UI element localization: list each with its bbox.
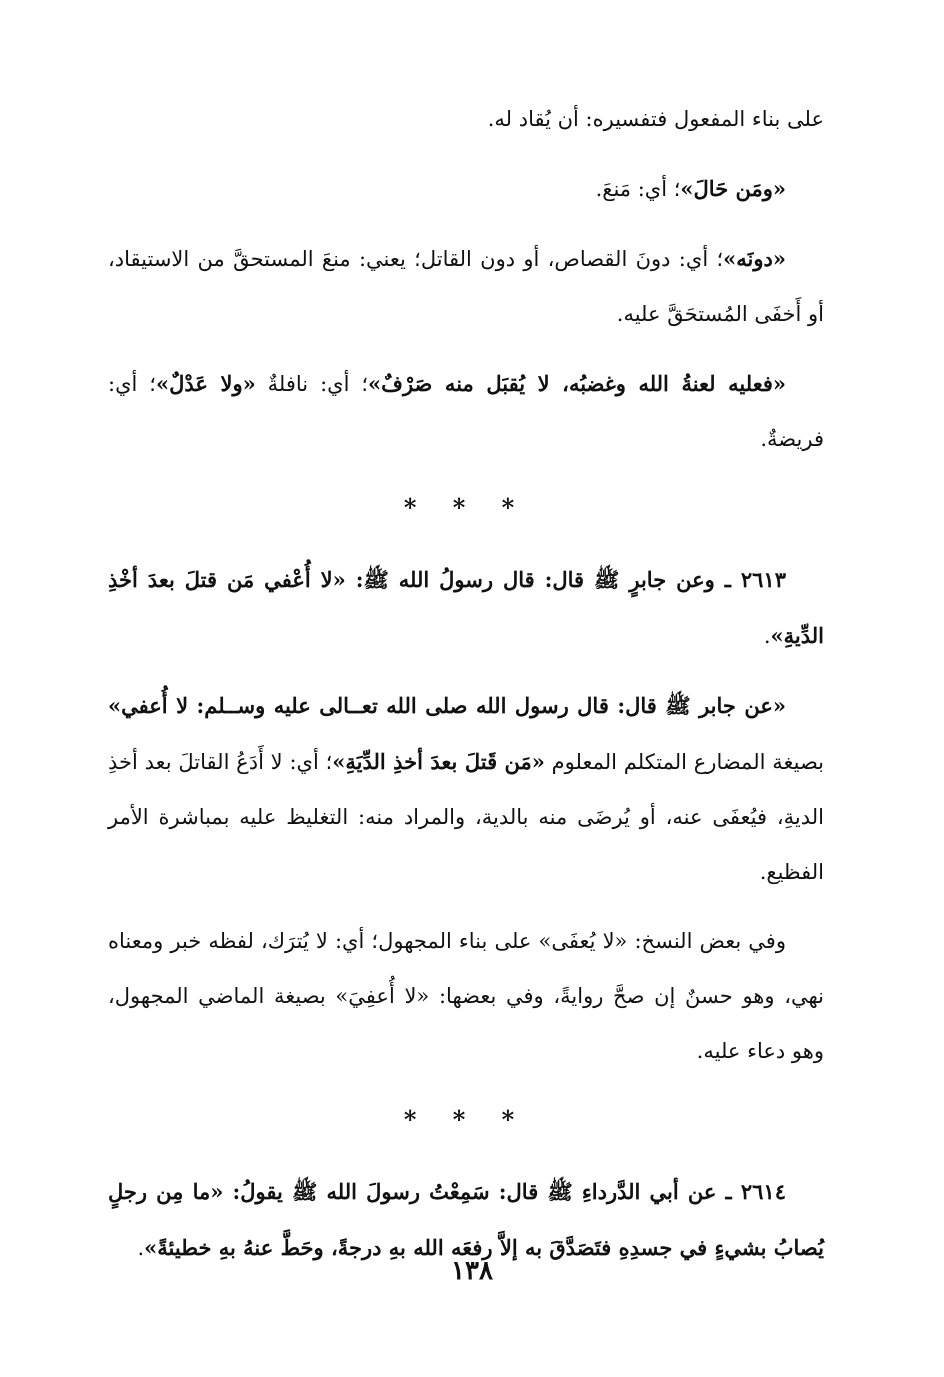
text-span: على بناء المفعول فتفسيره: أن يُقاد له. bbox=[487, 107, 824, 131]
commentary-variants bbox=[108, 914, 824, 1079]
page-number: ١٣٨ bbox=[451, 1256, 493, 1286]
quoted-term: «ولا عَدْلٌ» bbox=[155, 371, 256, 396]
quoted-term: «دونَه» bbox=[723, 246, 786, 271]
quoted-term: «عن جابر ﷺ قال: قال رسول الله صلى الله تعــالى عليه وســلم: لا أُعفي» bbox=[108, 693, 786, 718]
paragraph-passive-voice bbox=[108, 92, 824, 147]
section-divider: * * * bbox=[403, 493, 529, 522]
paragraph-man-hala bbox=[108, 161, 824, 217]
text-span: ؛ أي: لا أَدَعُ القاتلَ بعد أخذِ الديةِ، فيُعفَى عنه، أو يُرضَى منه بالدية، والمراد منه: التغليظ عليه بمباشرة الأمر الفظيع. bbox=[108, 750, 824, 884]
hadith-text: ٢٦١٣ ـ وعن جابرٍ ﷺ قال: قال رسولُ الله ﷺ: «لا أُعْفي مَن قتلَ بعدَ أخْذِ الدِّيةِ» bbox=[108, 567, 824, 648]
text-span: ؛ أي: فريضةٌ. bbox=[108, 372, 824, 451]
quoted-term: «ومَن حَالَ» bbox=[680, 176, 786, 201]
text-span: . bbox=[137, 1236, 145, 1260]
text-span: ؛ أي: مَنعَ. bbox=[595, 177, 681, 201]
text-span: وفي بعض النسخ: «لا يُعفَى» على بناء المجهول؛ أي: لا يُترَك، لفظه خبر ومعناه نهي، وهو حسنٌ إن صحَّ روايةً، وفي بعضها: «لا أُعفِيَ» بصيغة الماضي المجهول، وهو دعاء عليه. bbox=[108, 929, 824, 1063]
text-span: ؛ أي: دونَ القصاص، أو دون القاتل؛ يعني: منعَ المستحقَّ من الاستيقاد، أو أَخفَى المُستحَقَّ عليه. bbox=[108, 247, 824, 326]
hadith-2613 bbox=[108, 552, 824, 664]
commentary-2613 bbox=[108, 678, 824, 900]
text-span: . bbox=[763, 624, 771, 648]
paragraph-dunah bbox=[108, 231, 824, 342]
text-span: بصيغة المضارع المتكلم المعلوم bbox=[544, 750, 824, 774]
quoted-term: «مَن قَتلَ بعدَ أخذِ الدِّيَةِ» bbox=[332, 749, 545, 774]
paragraph-curse bbox=[108, 356, 824, 467]
document-page bbox=[108, 92, 824, 1377]
hadith-text: ٢٦١٤ ـ عن أبي الدَّرداءِ ﷺ قال: سَمِعْتُ رسولَ الله ﷺ يقولُ: «ما مِن رجلٍ يُصابُ بشيءٍ في جسدِهِ فتَصَدَّقَ به إلاَّ رفعَه الله بهِ درجةً، وحَطَّ عنهُ بهِ خطيئةً» bbox=[108, 1179, 824, 1260]
text-span: ؛ أي: نافلةٌ bbox=[255, 372, 369, 396]
section-divider: * * * bbox=[403, 1105, 529, 1134]
quoted-term: «فعليه لعنةُ الله وغضبُه، لا يُقبَل منه صَرْفٌ» bbox=[368, 371, 786, 396]
